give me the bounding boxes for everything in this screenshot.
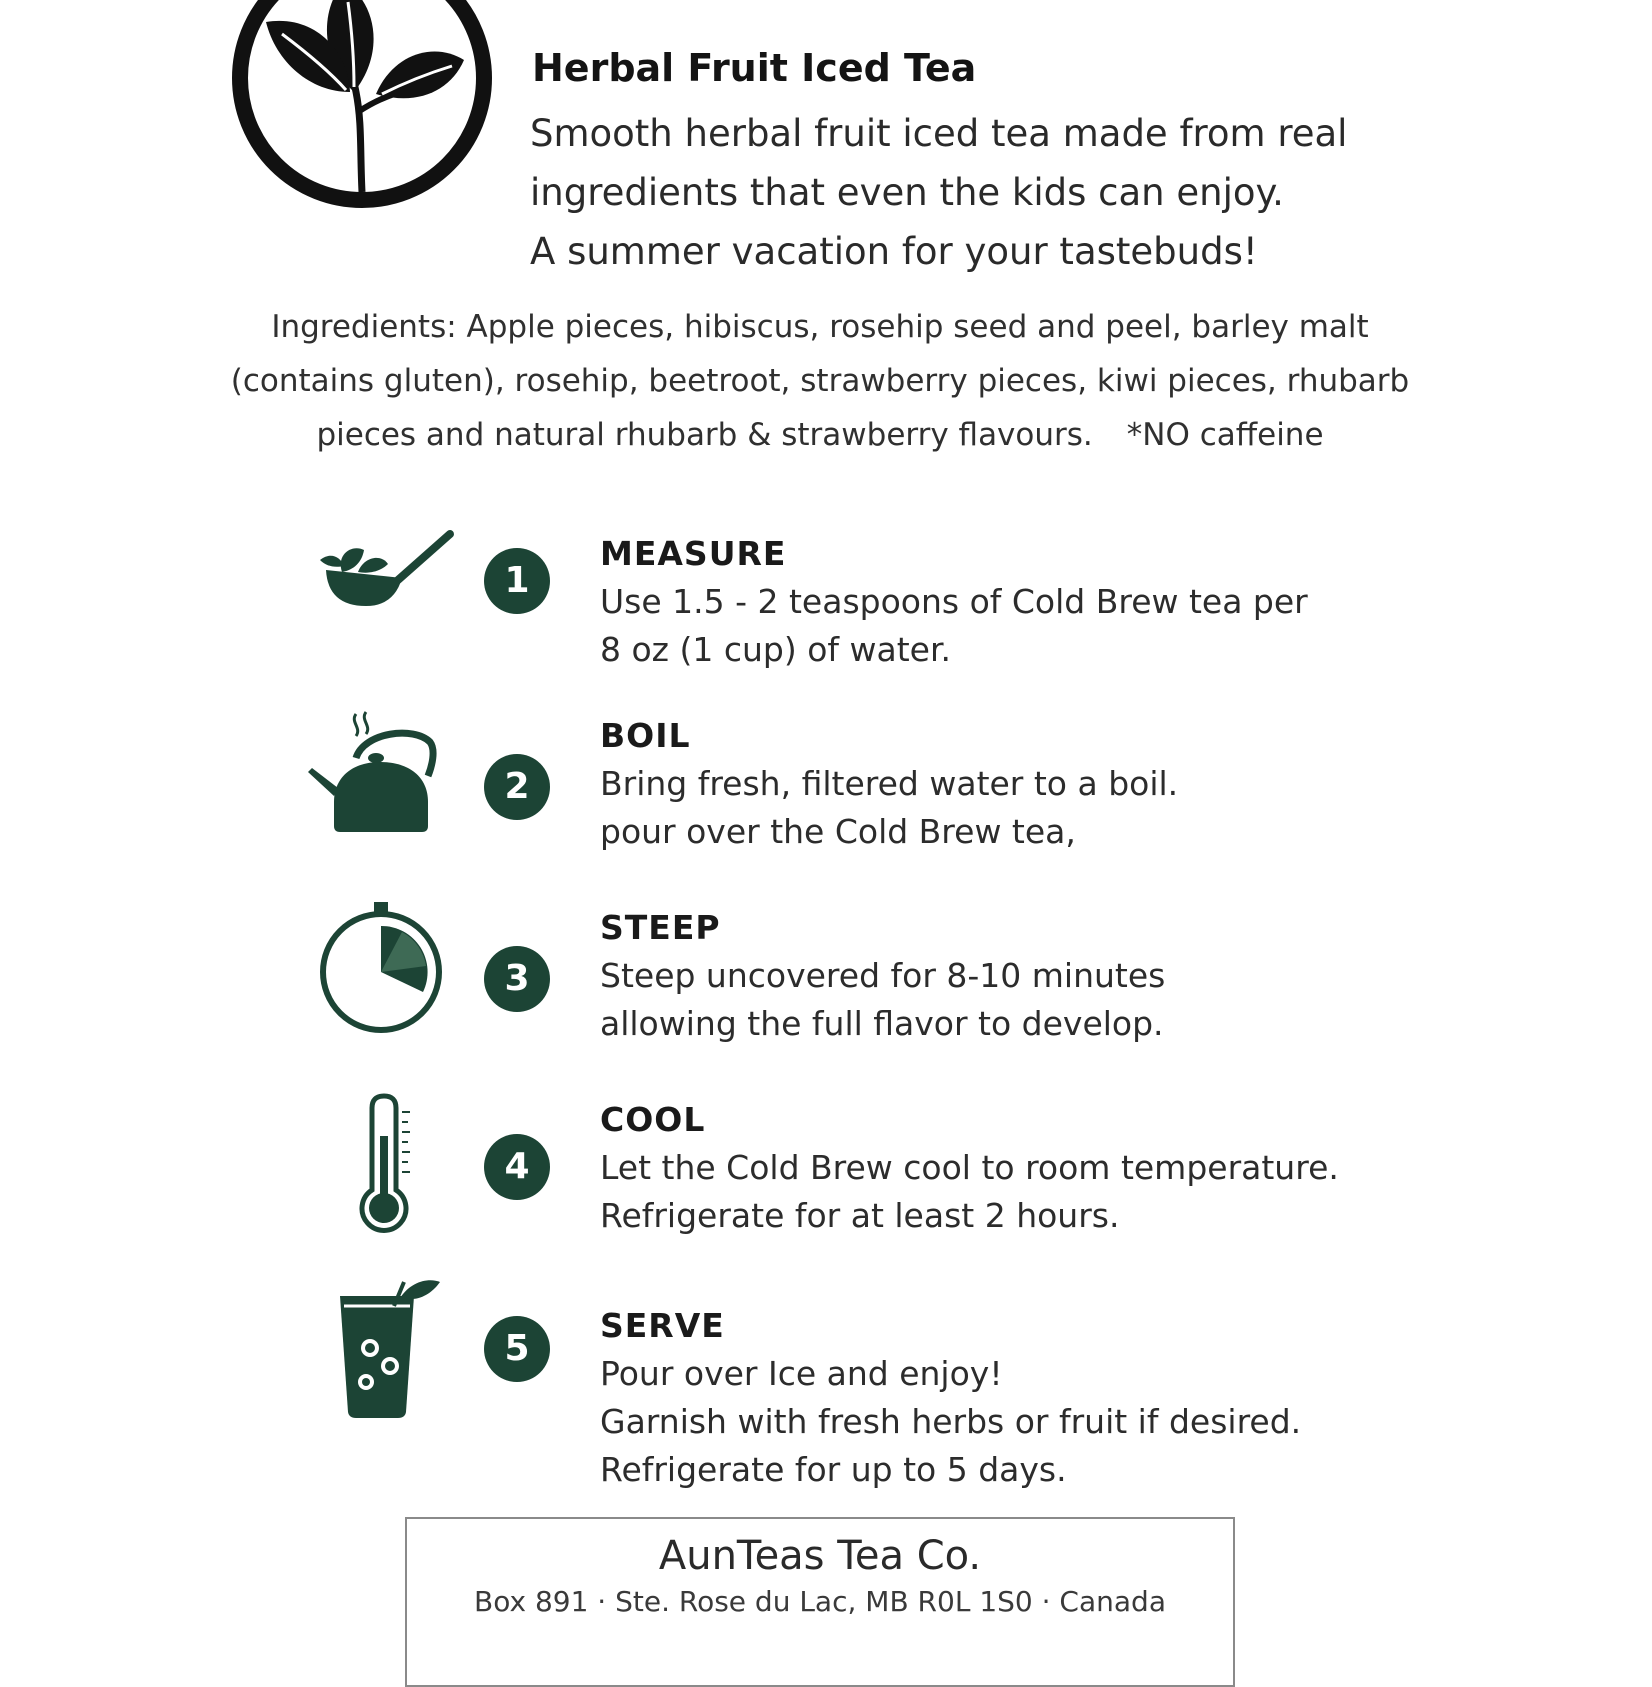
tagline-line: A summer vacation for your tastebuds! xyxy=(530,230,1258,273)
step-text xyxy=(600,712,1178,856)
step-number-badge: 4 xyxy=(484,1134,550,1200)
product-tagline xyxy=(530,104,1347,281)
ingredients-line: (contains gluten), rosehip, beetroot, strawberry pieces, kiwi pieces, rhubarb xyxy=(230,363,1410,399)
step-text xyxy=(600,1096,1339,1240)
step-line: pour over the Cold Brew tea, xyxy=(600,812,1076,851)
step-title: STEEP xyxy=(600,908,721,947)
measuring-spoon-icon xyxy=(306,514,456,664)
product-title: Herbal Fruit Iced Tea xyxy=(532,46,977,90)
step-line: Let the Cold Brew cool to room temperature. xyxy=(600,1148,1339,1187)
step-line: Garnish with fresh herbs or fruit if desired. xyxy=(600,1402,1302,1441)
step-number-badge: 2 xyxy=(484,754,550,820)
ingredients-line: Ingredients: Apple pieces, hibiscus, rosehip seed and peel, barley malt xyxy=(271,309,1369,345)
step-line: 8 oz (1 cup) of water. xyxy=(600,630,951,669)
tagline-line: ingredients that even the kids can enjoy. xyxy=(530,171,1284,214)
step-line: Use 1.5 - 2 teaspoons of Cold Brew tea per xyxy=(600,582,1308,621)
step-number-badge: 3 xyxy=(484,946,550,1012)
step-line: Refrigerate for up to 5 days. xyxy=(600,1450,1067,1489)
step-line: Steep uncovered for 8-10 minutes xyxy=(600,956,1166,995)
company-name: AunTeas Tea Co. xyxy=(658,1533,982,1579)
ingredients-line xyxy=(190,408,1450,462)
step-title: COOL xyxy=(600,1100,706,1139)
company-info-box xyxy=(405,1517,1235,1687)
step-number-badge: 5 xyxy=(484,1316,550,1382)
step-text xyxy=(600,904,1165,1048)
tea-leaf-logo-icon xyxy=(226,0,498,214)
step-text xyxy=(600,530,1308,674)
step-line: Pour over Ice and enjoy! xyxy=(600,1354,1003,1393)
step-line: allowing the full flavor to develop. xyxy=(600,1004,1164,1043)
step-title: SERVE xyxy=(600,1306,725,1345)
ingredients-line-text: pieces and natural rhubarb & strawberry flavours. xyxy=(316,417,1093,453)
step-title: MEASURE xyxy=(600,534,787,573)
company-address: Box 891 · Ste. Rose du Lac, MB R0L 1S0 · Canada xyxy=(474,1585,1166,1618)
step-line: Bring fresh, filtered water to a boil. xyxy=(600,764,1179,803)
step-line: Refrigerate for at least 2 hours. xyxy=(600,1196,1120,1235)
caffeine-note: *NO caffeine xyxy=(1126,417,1324,453)
kettle-icon xyxy=(304,706,454,856)
step-title: BOIL xyxy=(600,716,691,755)
iced-glass-icon xyxy=(330,1276,480,1426)
tagline-line: Smooth herbal fruit iced tea made from real xyxy=(530,112,1348,155)
thermometer-icon xyxy=(306,1088,456,1238)
timer-icon xyxy=(306,896,456,1046)
ingredients-list xyxy=(190,300,1450,462)
step-number-badge: 1 xyxy=(484,548,550,614)
step-text xyxy=(600,1302,1301,1494)
